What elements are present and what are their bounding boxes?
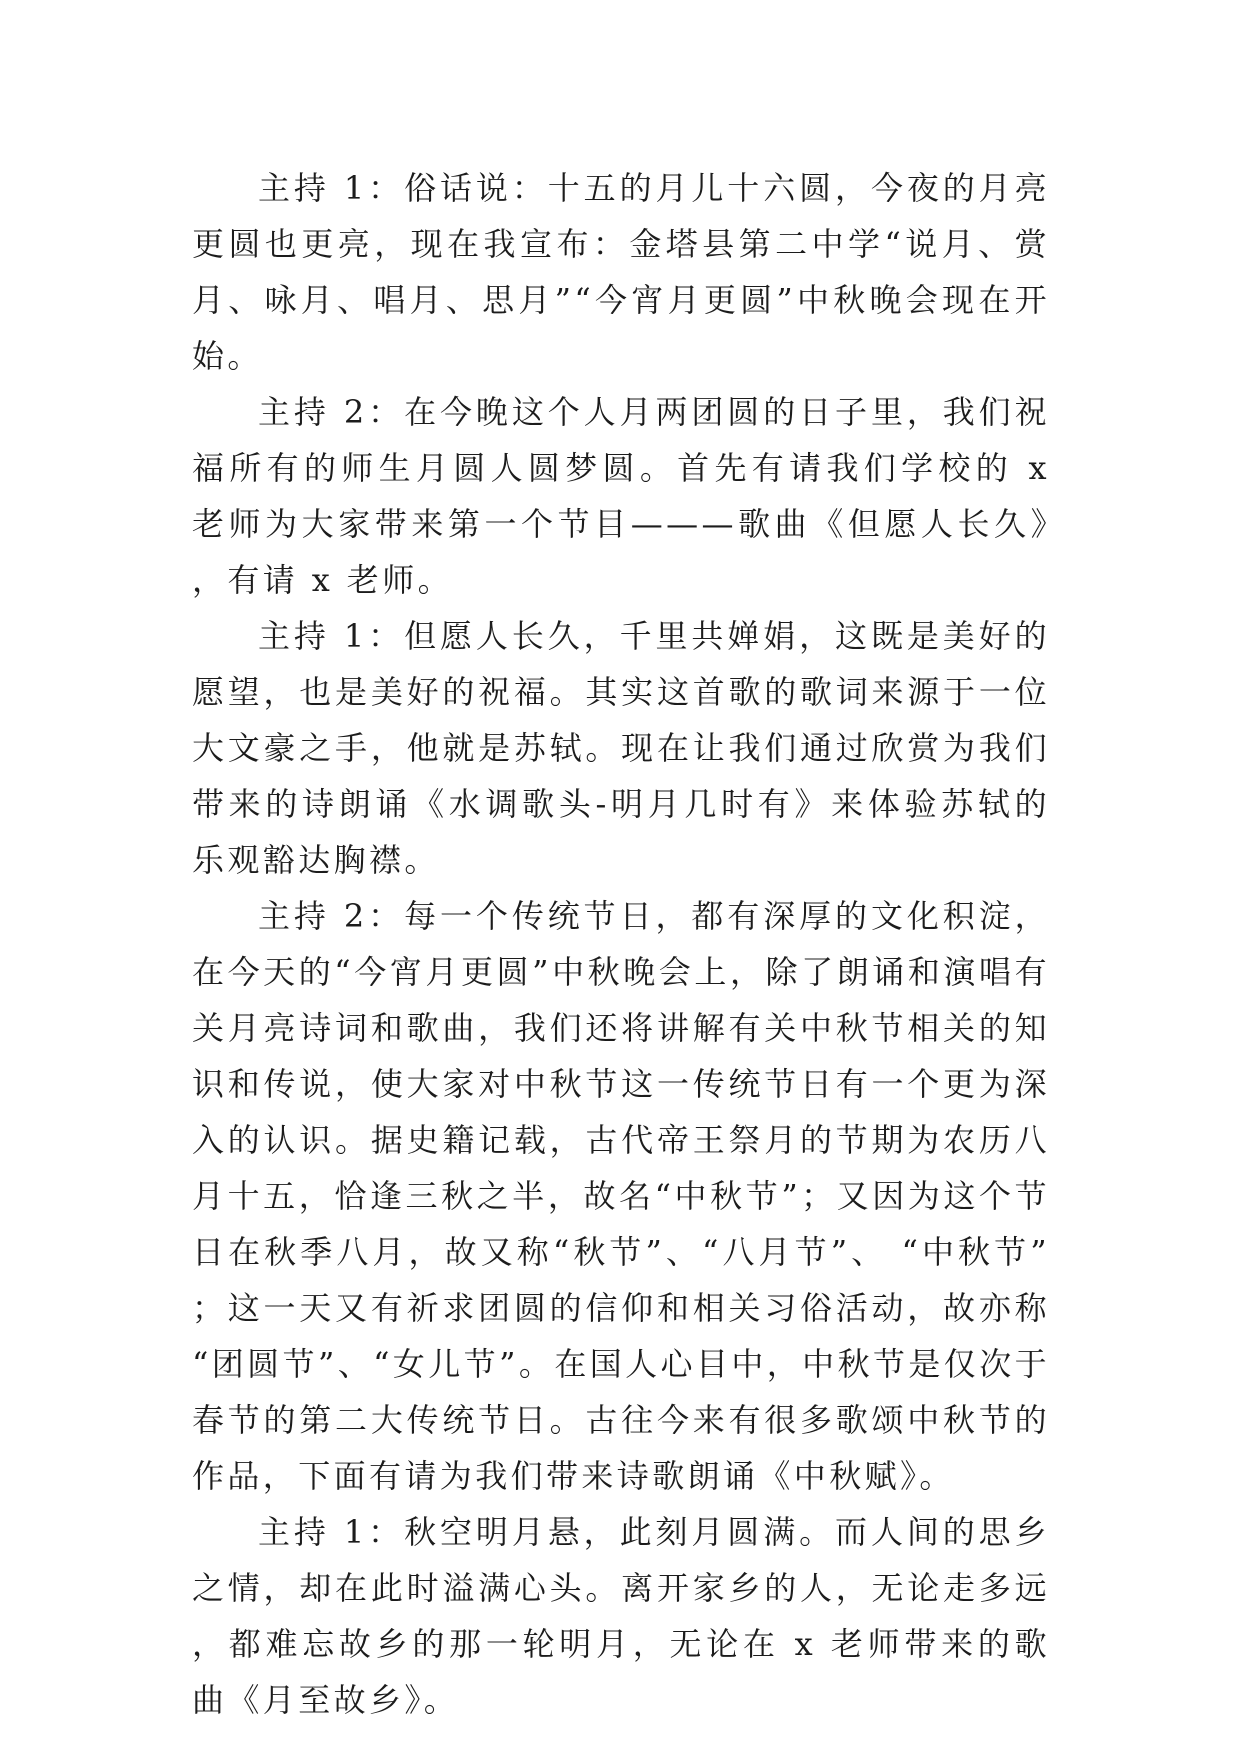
paragraph-host1-opening: 主持 1：俗话说：十五的月儿十六圆，今夜的月亮更圆也更亮，现在我宣布：金塔县第二中学“说月、赏月、咏月、唱月、思月”“今宵月更圆”中秋晚会现在开始。: [192, 169, 1050, 375]
paragraph-host2-festival-history: 主持 2：每一个传统节日，都有深厚的文化积淀，在今天的“今宵月更圆”中秋晚会上，除了朗诵和演唱有关月亮诗词和歌曲，我们还将讲解有关中秋节相关的知识和传说，使大家对中秋节这一传统节日有一个更为深入的认识。据史籍记载，古代帝王祭月的节期为农历八月十五，恰逢三秋之半，故名“中秋节”；又因为这个节日在秋季八月，故又称“秋节”、“八月节”、 “中秋节”；这一天又有祈求团圆的信仰和相关习俗活动，故亦称“团圆节”、“女儿节”。在国人心目中，中秋节是仅次于春节的第二大传统节日。古往今来有很多歌颂中秋节的作品，下面有请为我们带来诗歌朗诵《中秋赋》。: [192, 897, 1050, 1495]
document-body: [192, 160, 1050, 1728]
paragraph-host1-sushi: 主持 1：但愿人长久，千里共婵娟，这既是美好的愿望，也是美好的祝福。其实这首歌的歌词来源于一位大文豪之手，他就是苏轼。现在让我们通过欣赏为我们带来的诗朗诵《水调歌头-明月几时有》来体验苏轼的乐观豁达胸襟。: [192, 617, 1050, 879]
paragraph-host2-first-program: 主持 2：在今晚这个人月两团圆的日子里，我们祝福所有的师生月圆人圆梦圆。首先有请我们学校的 x 老师为大家带来第一个节目———歌曲《但愿人长久》，有请 x 老师。: [192, 393, 1050, 599]
paragraph-host1-homesick: 主持 1：秋空明月悬，此刻月圆满。而人间的思乡之情，却在此时溢满心头。离开家乡的人，无论走多远，都难忘故乡的那一轮明月，无论在 x 老师带来的歌曲《月至故乡》。: [192, 1513, 1050, 1719]
